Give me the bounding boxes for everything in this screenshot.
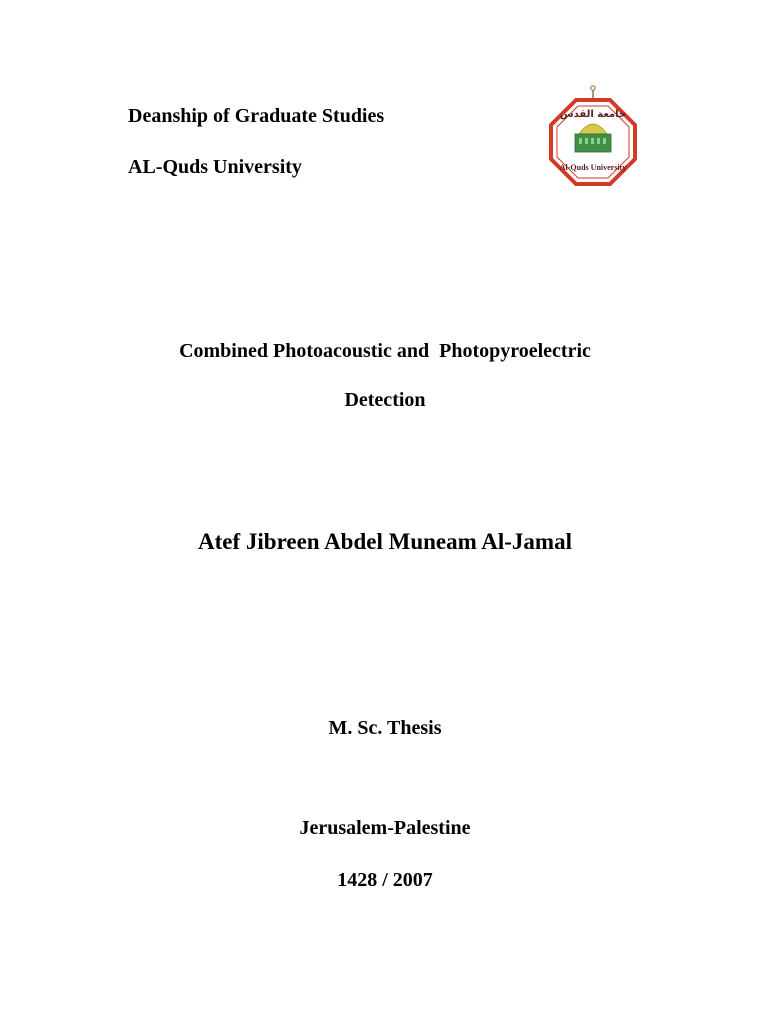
- year-label: 1428 / 2007: [337, 869, 433, 891]
- logo-arabic-text: جامعة القدس: [559, 109, 627, 120]
- degree-label: M. Sc. Thesis: [328, 717, 442, 739]
- deanship-heading: Deanship of Graduate Studies: [128, 105, 385, 127]
- finial-icon: [591, 86, 595, 90]
- thesis-title-line1: Combined Photoacoustic and Photopyroelectric: [179, 340, 591, 362]
- university-name: AL-Quds University: [128, 156, 302, 178]
- logo-english-text: Al-Quds University: [559, 163, 627, 172]
- place-label: Jerusalem-Palestine: [299, 817, 471, 839]
- author-name: Atef Jibreen Abdel Muneam Al-Jamal: [198, 529, 572, 554]
- university-logo: [543, 84, 643, 192]
- thesis-title-line2: Detection: [344, 389, 426, 411]
